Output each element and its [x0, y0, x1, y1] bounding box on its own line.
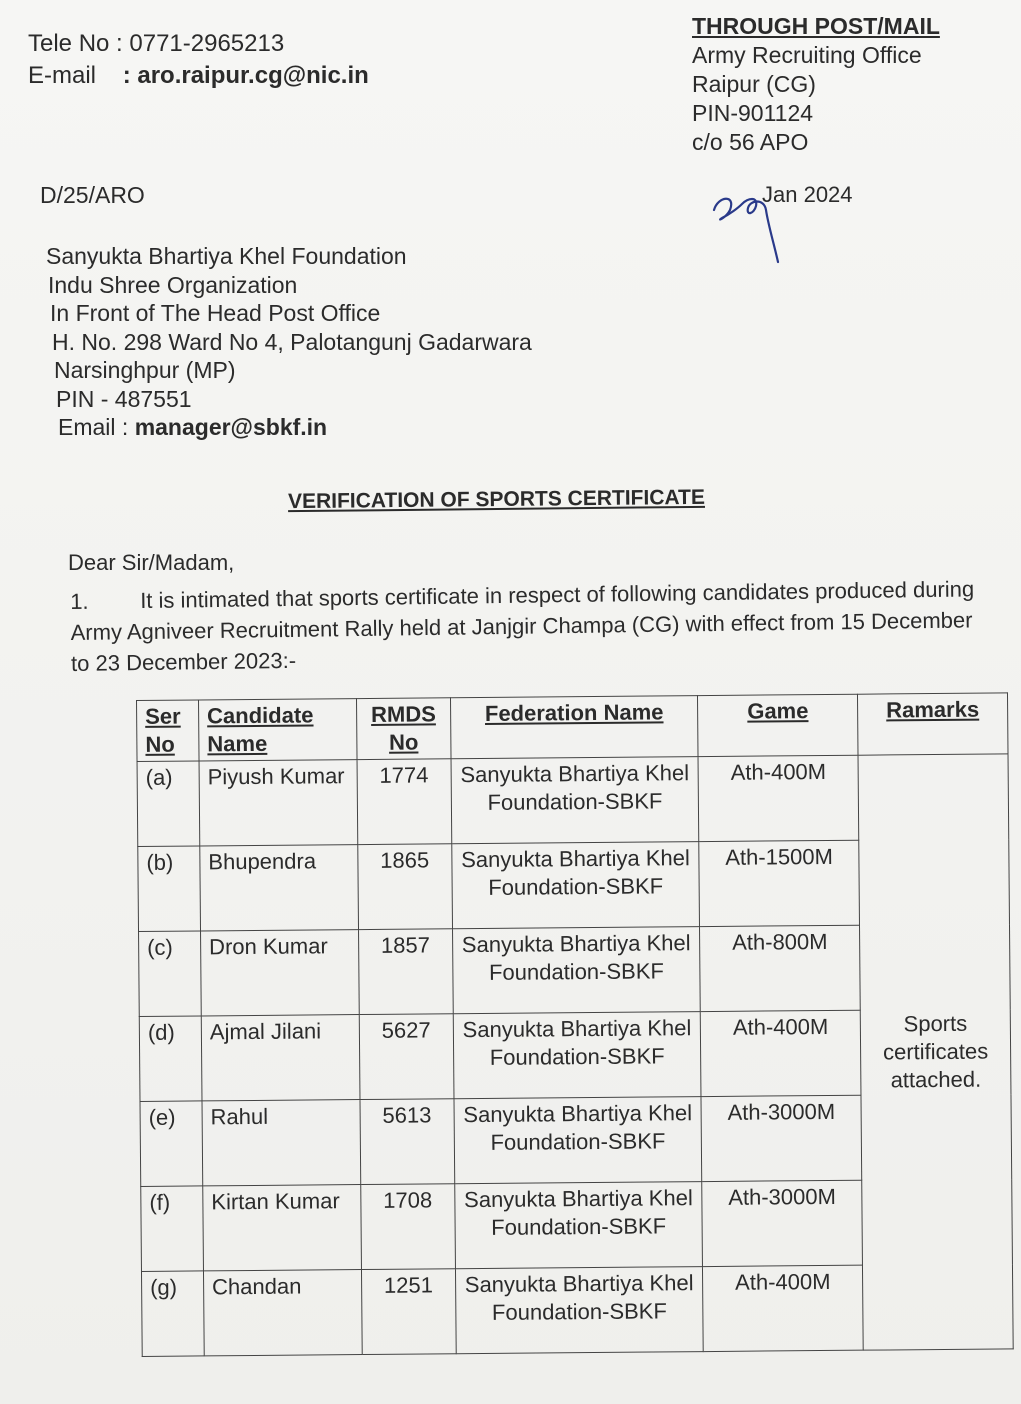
- address-line: H. No. 298 Ward No 4, Palotangunj Gadarwara: [52, 328, 532, 355]
- cell-name: Piyush Kumar: [199, 760, 358, 846]
- cell-game: Ath-1500M: [699, 840, 859, 926]
- recipient-email-value: manager@sbkf.in: [134, 414, 328, 440]
- header-federation-name: Federation Name: [450, 696, 698, 759]
- letter-date: Jan 2024: [762, 182, 853, 207]
- cell-federation: Sanyukta Bhartiya Khel Foundation-SBKF: [452, 927, 700, 1014]
- address-line: Indu Shree Organization: [48, 271, 298, 298]
- cell-federation: Sanyukta Bhartiya Khel Foundation-SBKF: [453, 1012, 701, 1099]
- subject-heading: VERIFICATION OF SPORTS CERTIFICATE: [287, 485, 706, 514]
- cell-game: Ath-400M: [701, 1010, 861, 1096]
- through-post-title: THROUGH POST/MAIL: [692, 13, 940, 39]
- address-line: Sanyukta Bhartiya Khel Foundation: [46, 243, 407, 269]
- cell-remarks: Sports certificates attached.: [858, 754, 1013, 1350]
- header-remarks: Ramarks: [858, 693, 1008, 755]
- header-ser-no: Ser No: [137, 700, 199, 762]
- cell-federation: Sanyukta Bhartiya Khel Foundation-SBKF: [455, 1182, 703, 1269]
- header-candidate-name: Candidate Name: [198, 699, 356, 761]
- tele-line: [28, 28, 369, 60]
- tele-label: Tele No: [28, 30, 110, 57]
- cell-ser: (f): [141, 1186, 204, 1272]
- address-line: PIN - 487551: [56, 385, 192, 412]
- recipient-email-line: [58, 413, 532, 442]
- cell-federation: Sanyukta Bhartiya Khel Foundation-SBKF: [452, 842, 700, 929]
- cell-rmds: 1774: [357, 759, 452, 845]
- cell-name: Rahul: [202, 1100, 361, 1186]
- office-line: Raipur (CG): [692, 71, 816, 97]
- table-row: [137, 754, 1009, 847]
- reference-number: D/25/ARO: [40, 182, 145, 208]
- cell-federation: Sanyukta Bhartiya Khel Foundation-SBKF: [454, 1097, 702, 1184]
- office-line: PIN-901124: [692, 100, 814, 126]
- cell-rmds: 1251: [361, 1269, 456, 1355]
- contact-block: [28, 28, 369, 92]
- cell-federation: Sanyukta Bhartiya Khel Foundation-SBKF: [455, 1267, 703, 1354]
- cell-game: Ath-3000M: [701, 1095, 861, 1181]
- cell-game: Ath-400M: [698, 755, 858, 841]
- candidates-table: [136, 692, 1014, 1357]
- cell-name: Ajmal Jilani: [201, 1015, 360, 1101]
- email-line: [28, 60, 369, 92]
- cell-rmds: 1857: [358, 929, 453, 1015]
- header-game: Game: [698, 694, 858, 756]
- cell-game: Ath-800M: [700, 925, 860, 1011]
- paragraph-text: It is intimated that sports certificate in respect of following candidates produced during Army Agniveer Recruitment Rally held at Janjgir Champa (CG) with effect from 15 December to 23 December 2023:-: [70, 576, 975, 676]
- cell-rmds: 1708: [361, 1184, 456, 1270]
- email-label: E-mail: [28, 62, 97, 89]
- recipient-address: [46, 242, 532, 442]
- cell-ser: (b): [138, 846, 201, 932]
- cell-rmds: 1865: [358, 844, 453, 930]
- cell-ser: (g): [141, 1271, 204, 1357]
- cell-name: Bhupendra: [200, 845, 359, 931]
- cell-game: Ath-3000M: [702, 1180, 862, 1266]
- cell-ser: (c): [139, 931, 202, 1017]
- email-value: : aro.raipur.cg@nic.in: [122, 62, 369, 89]
- address-line: Narsinghpur (MP): [54, 357, 236, 383]
- cell-ser: (a): [137, 761, 200, 847]
- cell-federation: Sanyukta Bhartiya Khel Foundation-SBKF: [451, 757, 699, 844]
- cell-ser: (e): [140, 1101, 203, 1187]
- cell-name: Dron Kumar: [200, 930, 359, 1016]
- body-paragraph: [70, 573, 981, 679]
- cell-ser: (d): [139, 1016, 202, 1102]
- office-line: c/o 56 APO: [692, 129, 809, 155]
- recipient-email-label: Email :: [58, 414, 129, 440]
- cell-game: Ath-400M: [703, 1265, 863, 1351]
- cell-name: Kirtan Kumar: [203, 1185, 362, 1271]
- paragraph-number: 1.: [70, 588, 89, 614]
- cell-rmds: 5627: [359, 1014, 454, 1100]
- cell-name: Chandan: [203, 1270, 362, 1356]
- address-line: In Front of The Head Post Office: [50, 300, 381, 326]
- office-block: [692, 12, 940, 157]
- table-header-row: [137, 693, 1008, 762]
- salutation: Dear Sir/Madam,: [68, 550, 235, 575]
- tele-value: : 0771-2965213: [116, 30, 285, 57]
- cell-rmds: 5613: [360, 1099, 455, 1185]
- office-line: Army Recruiting Office: [692, 42, 922, 68]
- header-rmds-no: RMDS No: [356, 698, 450, 760]
